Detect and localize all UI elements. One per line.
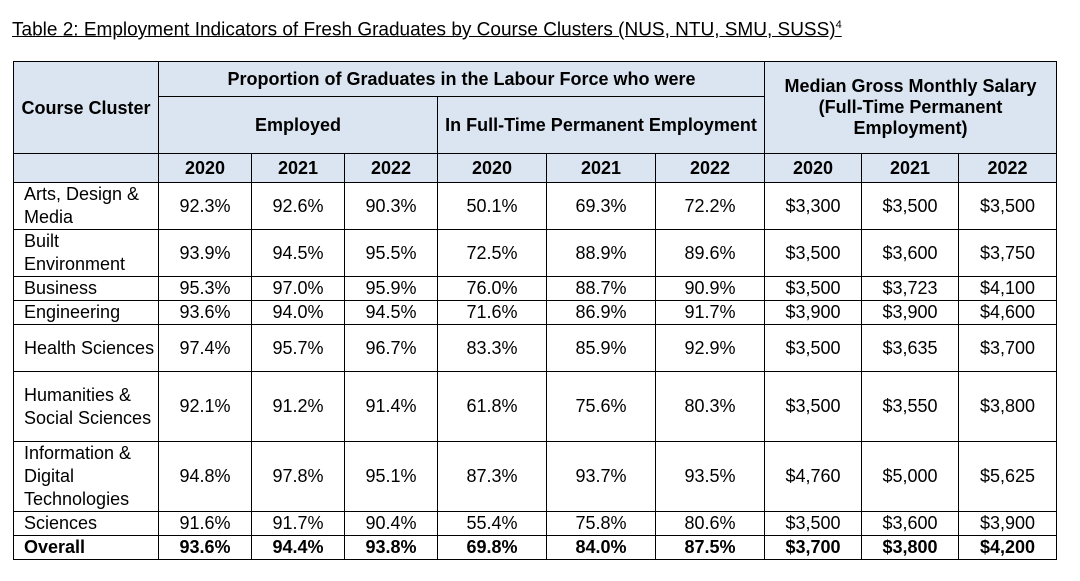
employed-cell: 93.9% (159, 230, 252, 277)
salary-cell: $5,000 (862, 442, 959, 512)
ftpe-cell: 83.3% (438, 325, 547, 372)
year-header: 2021 (547, 154, 656, 183)
salary-cell: $3,700 (959, 325, 1057, 372)
employment-indicators-table (13, 61, 1057, 560)
salary-cell: $3,600 (862, 230, 959, 277)
salary-cell: $3,500 (765, 372, 862, 442)
employed-cell: 91.6% (159, 512, 252, 536)
salary-cell: $3,550 (862, 372, 959, 442)
salary-cell: $3,800 (959, 372, 1057, 442)
salary-cell: $3,300 (765, 183, 862, 230)
employed-cell: 94.5% (252, 230, 345, 277)
cluster-label: Business (14, 277, 159, 301)
salary-cell: $3,600 (862, 512, 959, 536)
employed-cell: 90.4% (345, 512, 438, 536)
employed-cell: 91.2% (252, 372, 345, 442)
salary-cell: $3,500 (959, 183, 1057, 230)
year-header: 2021 (862, 154, 959, 183)
salary-cell: $3,750 (959, 230, 1057, 277)
salary-cell: $3,723 (862, 277, 959, 301)
employed-cell: 95.9% (345, 277, 438, 301)
ftpe-cell: 76.0% (438, 277, 547, 301)
employed-cell: 95.5% (345, 230, 438, 277)
salary-cell: $3,500 (765, 230, 862, 277)
salary-cell: $3,500 (765, 325, 862, 372)
salary-cell: $4,100 (959, 277, 1057, 301)
table-row (14, 442, 1057, 512)
employed-cell: 96.7% (345, 325, 438, 372)
ftpe-cell: 91.7% (656, 301, 765, 325)
ftpe-cell: 61.8% (438, 372, 547, 442)
cluster-label: Overall (14, 536, 159, 560)
ftpe-cell: 50.1% (438, 183, 547, 230)
salary-cell: $3,700 (765, 536, 862, 560)
ftpe-cell: 75.8% (547, 512, 656, 536)
table-row (14, 512, 1057, 536)
ftpe-cell: 80.3% (656, 372, 765, 442)
salary-cell: $3,800 (862, 536, 959, 560)
employed-cell: 97.0% (252, 277, 345, 301)
ftpe-cell: 86.9% (547, 301, 656, 325)
table-row (14, 301, 1057, 325)
salary-cell: $3,500 (862, 183, 959, 230)
employed-cell: 95.1% (345, 442, 438, 512)
ftpe-cell: 55.4% (438, 512, 547, 536)
table-row (14, 277, 1057, 301)
employed-cell: 90.3% (345, 183, 438, 230)
cluster-label: Information & Digital Technologies (14, 442, 159, 512)
employed-cell: 93.6% (159, 301, 252, 325)
employed-cell: 92.1% (159, 372, 252, 442)
ftpe-cell: 87.5% (656, 536, 765, 560)
ftpe-cell: 80.6% (656, 512, 765, 536)
overall-row (14, 536, 1057, 560)
proportion-group-header: Proportion of Graduates in the Labour Force who were (159, 62, 765, 97)
year-header: 2022 (345, 154, 438, 183)
cluster-label: Humanities & Social Sciences (14, 372, 159, 442)
cluster-label: Health Sciences (14, 325, 159, 372)
ftpe-cell: 92.9% (656, 325, 765, 372)
table-row (14, 372, 1057, 442)
table-title-text: Table 2: Employment Indicators of Fresh Graduates by Course Clusters (NUS, NTU, SMU, SUSS) (12, 19, 836, 41)
cluster-label: Built Environment (14, 230, 159, 277)
year-header: 2021 (252, 154, 345, 183)
median-salary-header: Median Gross Monthly Salary (Full-Time Permanent Employment) (765, 62, 1057, 154)
ftpe-cell: 71.6% (438, 301, 547, 325)
employed-cell: 92.3% (159, 183, 252, 230)
ftpe-cell: 72.2% (656, 183, 765, 230)
employed-cell: 93.8% (345, 536, 438, 560)
table-title (12, 19, 842, 41)
ftpe-cell: 75.6% (547, 372, 656, 442)
employed-cell: 92.6% (252, 183, 345, 230)
year-header: 2020 (159, 154, 252, 183)
ftpe-cell: 89.6% (656, 230, 765, 277)
blank-header-cell (14, 154, 159, 183)
ftpe-cell: 69.8% (438, 536, 547, 560)
ftpe-cell: 69.3% (547, 183, 656, 230)
salary-cell: $4,600 (959, 301, 1057, 325)
ftpe-cell: 88.9% (547, 230, 656, 277)
employed-cell: 94.8% (159, 442, 252, 512)
employed-cell: 97.8% (252, 442, 345, 512)
ftpe-cell: 93.7% (547, 442, 656, 512)
employed-cell: 93.6% (159, 536, 252, 560)
year-header: 2022 (656, 154, 765, 183)
salary-cell: $4,200 (959, 536, 1057, 560)
course-cluster-header: Course Cluster (14, 62, 159, 154)
salary-cell: $5,625 (959, 442, 1057, 512)
footnote-marker: 4 (835, 19, 842, 31)
salary-cell: $3,900 (862, 301, 959, 325)
ftpe-cell: 85.9% (547, 325, 656, 372)
ftpe-cell: 93.5% (656, 442, 765, 512)
cluster-label: Sciences (14, 512, 159, 536)
table-row (14, 230, 1057, 277)
salary-cell: $3,500 (765, 512, 862, 536)
table-row (14, 325, 1057, 372)
year-header: 2022 (959, 154, 1057, 183)
salary-cell: $3,635 (862, 325, 959, 372)
employed-cell: 95.3% (159, 277, 252, 301)
ftpe-cell: 90.9% (656, 277, 765, 301)
employed-cell: 95.7% (252, 325, 345, 372)
salary-cell: $3,500 (765, 277, 862, 301)
salary-cell: $3,900 (765, 301, 862, 325)
employed-cell: 91.7% (252, 512, 345, 536)
employed-header: Employed (159, 97, 438, 154)
year-header: 2020 (438, 154, 547, 183)
salary-cell: $3,900 (959, 512, 1057, 536)
ftpe-cell: 72.5% (438, 230, 547, 277)
cluster-label: Arts, Design & Media (14, 183, 159, 230)
ftpe-cell: 87.3% (438, 442, 547, 512)
employed-cell: 97.4% (159, 325, 252, 372)
employed-cell: 94.4% (252, 536, 345, 560)
full-time-permanent-header: In Full-Time Permanent Employment (438, 97, 765, 154)
employed-cell: 94.0% (252, 301, 345, 325)
ftpe-cell: 84.0% (547, 536, 656, 560)
table-row (14, 183, 1057, 230)
cluster-label: Engineering (14, 301, 159, 325)
salary-cell: $4,760 (765, 442, 862, 512)
ftpe-cell: 88.7% (547, 277, 656, 301)
employed-cell: 91.4% (345, 372, 438, 442)
year-header: 2020 (765, 154, 862, 183)
employed-cell: 94.5% (345, 301, 438, 325)
